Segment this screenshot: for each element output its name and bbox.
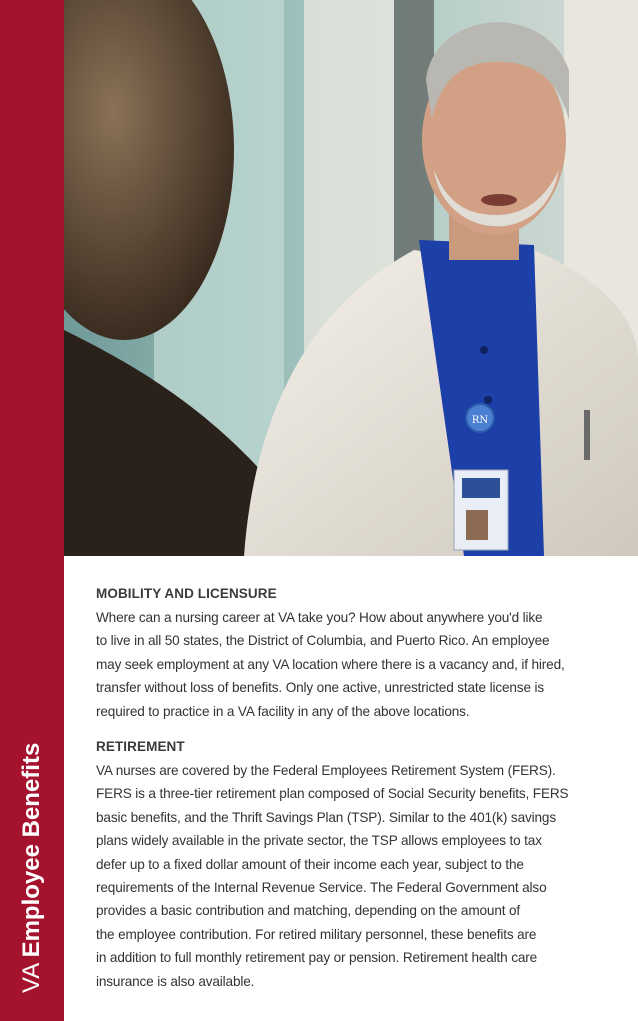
nurse-photo [64,0,638,556]
paragraph-line: plans widely available in the private sector, the TSP allows employees to tax [96,833,542,849]
paragraph-line: may seek employment at any VA location where there is a vacancy and, if hired, [96,656,565,672]
section-mobility [96,584,606,723]
paragraph-line: defer up to a fixed dollar amount of their income each year, subject to the [96,856,524,872]
body-text [96,584,606,993]
sidebar-title-main: Employee Benefits [18,742,45,958]
paragraph-line: to live in all 50 states, the District of Columbia, and Puerto Rico. An employee [96,633,550,649]
sidebar-title [18,743,46,993]
sidebar-band [0,0,64,1021]
paragraph-line: required to practice in a VA facility in any of the above locations. [96,703,470,719]
section-paragraph [96,606,606,723]
sidebar-title-prefix: VA [18,957,45,993]
paragraph-line: in addition to full monthly retirement pay or pension. Retirement health care [96,950,538,966]
paragraph-line: insurance is also available. [96,973,255,989]
paragraph-line: provides a basic contribution and matching, depending on the amount of [96,903,521,919]
section-heading: RETIREMENT [96,739,185,755]
section-heading: MOBILITY AND LICENSURE [96,586,277,601]
paragraph-line: Where can a nursing career at VA take you? How about anywhere you'd like [96,610,543,625]
paragraph-line: basic benefits, and the Thrift Savings Plan (TSP). Similar to the 401(k) savings [96,809,556,825]
paragraph-line: the employee contribution. For retired military personnel, these benefits are [96,926,537,942]
paragraph-line: VA nurses are covered by the Federal Employees Retirement System (FERS). [96,763,556,779]
section-paragraph [96,759,606,993]
rn-badge-label: RN [471,415,489,426]
paragraph-line: transfer without loss of benefits. Only one active, unrestricted state license is [96,680,544,696]
paragraph-line: FERS is a three-tier retirement plan composed of Social Security benefits, FERS [96,786,569,802]
section-retirement [96,737,606,993]
paragraph-line: requirements of the Internal Revenue Service. The Federal Government also [96,880,547,896]
